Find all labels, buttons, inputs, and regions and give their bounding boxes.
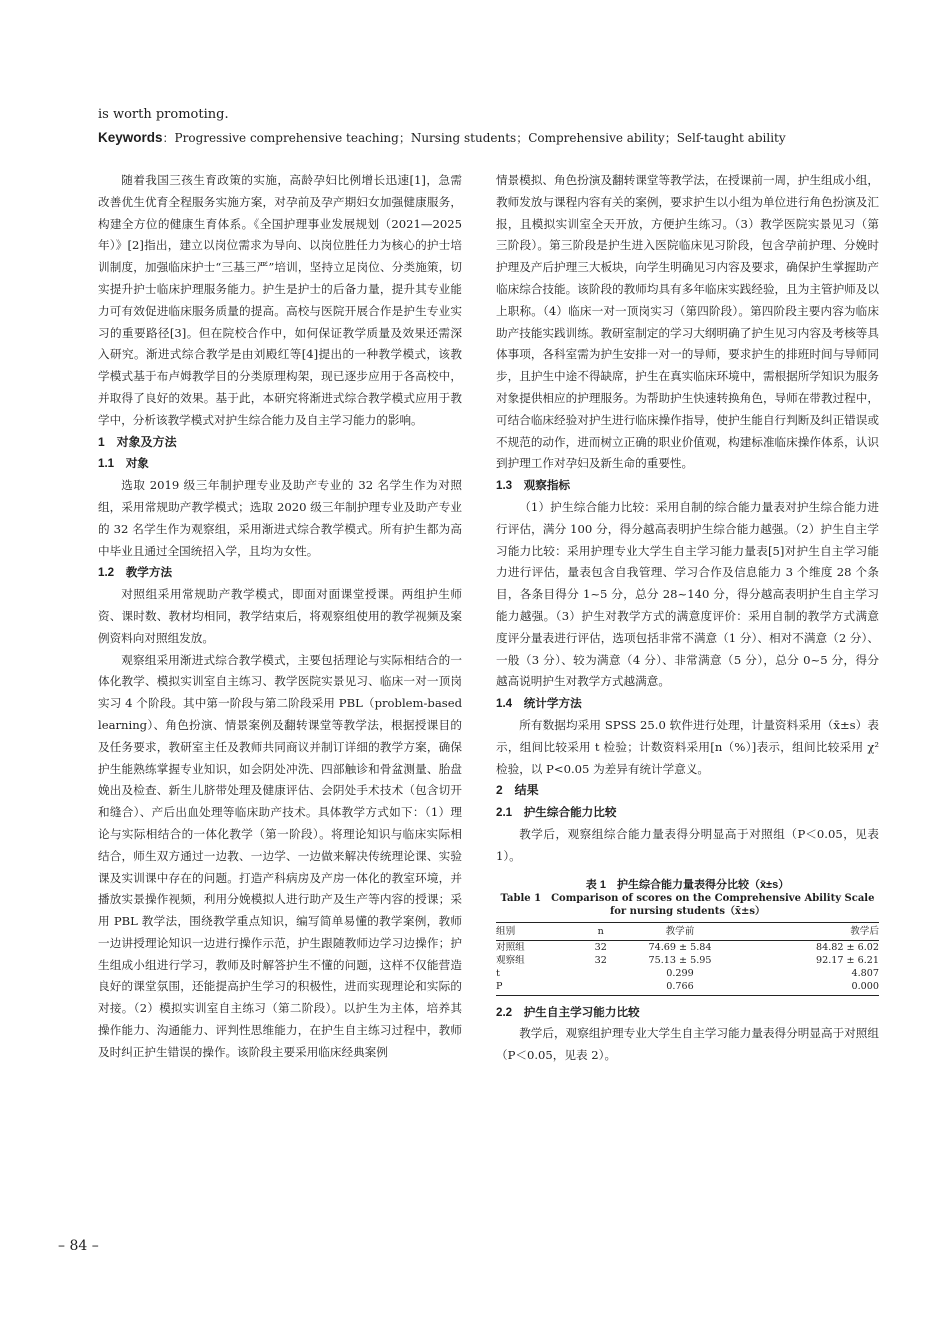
keywords-line	[98, 130, 786, 146]
table-cell: 74.69 ± 5.84	[648, 941, 712, 953]
subsection-heading: 2.2 护生自主学习能力比较	[496, 1005, 640, 1019]
table-caption-en: Table 1 Comparison of scores on the Comprehensive Ability Scale for nursing students（x̄±s）	[500, 892, 875, 917]
table-cell: 75.13 ± 5.95	[648, 954, 712, 966]
table-cell: 0.766	[614, 980, 747, 996]
abstract-tail: is worth promoting.	[98, 107, 229, 122]
subsection-heading: 1.4 统计学方法	[496, 697, 582, 711]
paragraph: （1）护生综合能力比较：采用自制的综合能力量表对护生综合能力进行评估，满分 100 分，得分越高表明护生综合能力越强。（2）护生自主学习能力比较：采用护理专业大学生自主学习能力量表[5]对护生自主学习能力进行评估，量表包含自我管理、学习合作及信息能力 3 个维度 28 个条目，各条目得分 1~5 分，总分 28~140 分，得分越高表明护生自主学习能力越强。（3）护生对教学方式的满意度评价：采用自制的教学方式满意度评分量表进行评估，选项包括非常不满意（1 分）、相对不满意（2 分）、一般（3 分）、较为满意（4 分）、非常满意（5 分），总分 0~5 分，得分越高说明护生对教学方式越满意。	[496, 499, 879, 689]
table-cell: 4.807	[851, 967, 879, 979]
paragraph: 观察组采用渐进式综合教学模式，主要包括理论与实际相结合的一体化教学、模拟实训室自主练习、教学医院实景见习、临床一对一顶岗实习 4 个阶段。其中第一阶段与第二阶段采用 PBL（problem-based learning）、角色扮演、情景案例及翻转课堂等教学法，根据授课目的及任务要求，教研室主任及教师共同商议并制订详细的教学方案，确保护生能熟练掌握专业知识，如会阴处冲洗、四部触诊和骨盆测量、胎盘娩出及检查、新生儿脐带处理及健康评估、会阴处手术技术（包含切开和缝合）、产后出血处理等临床助产技术。具体教学方式如下：（1）理论与实际相结合的一体化教学（第一阶段）。将理论知识与临床实际相结合，师生双方通过一边教、一边学、一边做来解决传统理论课、实验课及实训课中存在的问题。打造产科病房及产房一体化的教室环境，并播放实景操作视频，利用分娩模拟人进行助产及生产等内容的授课；采用 PBL 教学法，围绕教学重点知识，编写简单易懂的教学案例，教师一边讲授理论知识一边进行操作示范，护生跟随教师边学习边操作；护生组成小组进行学习，教师及时解答护生不懂的问题，这样不仅能营造良好的课堂氛围，还能提高护生学习的积极性，进而实现理论和实际的对接。（2）模拟实训室自主练习（第二阶段）。以护生为主体，培养其操作能力、沟通能力、评判性思维能力，在护生自主练习过程中，教师及时纠正护生错误的操作。该阶段主要采用临床经典案例	[98, 652, 462, 1059]
keywords-label: Keywords	[98, 130, 163, 145]
paragraph: 选取 2019 级三年制护理专业及助产专业的 32 名学生作为对照组，采用常规助产教学模式；选取 2020 级三年制护理专业及助产专业的 32 名学生作为观察组，采用渐进式综合教学模式。所有护生都为高中毕业且通过全国统招入学，且均为女性。	[98, 478, 462, 558]
subsection-heading: 2.1 护生综合能力比较	[496, 806, 617, 820]
data-table	[496, 922, 879, 996]
table-1	[496, 878, 879, 996]
table-header: 教学前	[614, 922, 747, 940]
table-cell: 对照组	[496, 941, 525, 953]
table-header-row	[496, 922, 879, 940]
table-cell: 84.82 ± 6.02	[816, 941, 879, 953]
table-row	[496, 980, 879, 996]
table-cell: t	[496, 967, 500, 979]
table-header: 教学后	[746, 922, 879, 940]
paragraph: 教学后，观察组护理专业大学生自主学习能力量表得分明显高于对照组（P＜0.05，见表 2）。	[496, 1026, 879, 1063]
subsection-heading: 1.3 观察指标	[496, 479, 571, 493]
table-row	[496, 940, 879, 954]
right-column	[496, 170, 879, 1067]
paragraph: 对照组采用常规助产教学模式，即面对面课堂授课。两组护生师资、课时数、教材均相同，教学结束后，将观察组使用的教学视频及案例资料向对照组发放。	[98, 587, 462, 645]
table-cell	[588, 980, 614, 996]
table-row	[496, 967, 879, 980]
table-cell: P	[496, 980, 588, 996]
subsection-heading: 1.1 对象	[98, 457, 149, 471]
paragraph-continued: 情景模拟、角色扮演及翻转课堂等教学法，在授课前一周，护生组成小组，教师发放与课程内容有关的案例，要求护生以小组为单位进行角色扮演及汇报，且模拟实训室全天开放，方便护生练习。（3）教学医院实景见习（第三阶段）。第三阶段是护生进入医院临床见习阶段，包含孕前护理、分娩时护理及产后护理三大板块，向学生明确见习内容及要求，确保护生掌握助产临床综合技能。该阶段的教师均具有多年临床实践经验，且为主管护师及以上职称。（4）临床一对一顶岗实习（第四阶段）。第四阶段主要内容为临床助产技能实践训练。教研室制定的学习大纲明确了护生见习内容及考核等具体事项，各科室需为护生安排一对一的导师，要求护生的排班时间与导师同步，且护生中途不得缺席，护生在真实临床环境中，需根据所学知识为服务对象提供相应的护理服务。为帮助护生快速转换角色，导师在带教过程中，可结合临床经验对护生进行临床操作指导，使护生能自行判断及纠正错误或不规范的动作，进而树立正确的职业价值观，构建标准临床操作体系，认识到护理工作对孕妇及新生命的重要性。	[496, 173, 879, 471]
section-heading: 1 对象及方法	[98, 434, 177, 449]
page-number: – 84 –	[58, 1238, 99, 1254]
table-cell: 32	[594, 954, 607, 966]
paragraph: 教学后，观察组综合能力量表得分明显高于对照组（P＜0.05，见表 1）。	[496, 826, 879, 863]
table-caption-cn: 表 1 护生综合能力量表得分比较（x̄±s）	[585, 878, 790, 891]
table-header: 组别	[496, 922, 588, 940]
section-heading: 2 结果	[496, 783, 539, 798]
table-row	[496, 954, 879, 967]
subsection-heading: 1.2 教学方法	[98, 566, 173, 580]
table-cell: 92.17 ± 6.21	[816, 954, 879, 966]
intro-paragraph: 随着我国三孩生育政策的实施，高龄孕妇比例增长迅速[1]，急需改善优生优育全程服务实施方案，对孕前及孕产期妇女加强健康服务，构建全方位的健康生育体系。《全国护理事业发展规划（2021—2025 年）》[2]指出，建立以岗位需求为导向、以岗位胜任力为核心的护士培训制度，加强临床护士“三基三严”培训，坚持立足岗位、分类施策，切实提升护士临床护理服务能力。护生是护士的后备力量，提升其专业能力可有效促进临床服务质量的提高。高校与医院开展合作是护生专业实习的重要路径[3]。但在院校合作中，如何保证教学质量及效果还需深入研究。渐进式综合教学是由刘殿红等[4]提出的一种教学模式，该教学模式基于布卢姆教学目的分类原理构架，现已逐步应用于各高校中，并取得了良好的效果。基于此，本研究将渐进式综合教学模式应用于教学中，分析该教学模式对护生综合能力及自主学习能力的影响。	[98, 173, 462, 427]
table-header: n	[588, 922, 614, 940]
table-cell: 0.000	[746, 980, 879, 996]
table-cell: 32	[594, 941, 607, 953]
keywords-text: Progressive comprehensive teaching；Nursing students；Comprehensive ability；Self-taught ability	[174, 131, 786, 145]
keywords-colon: ：	[162, 131, 175, 145]
left-column	[98, 170, 462, 1064]
paragraph: 所有数据均采用 SPSS 25.0 软件进行处理，计量资料采用（x̄±s）表示，组间比较采用 t 检验；计数资料采用[n（%）]表示，组间比较采用 χ² 检验，以 P<0.05 为差异有统计学意义。	[496, 717, 879, 776]
table-cell	[588, 967, 614, 980]
table-cell: 观察组	[496, 954, 525, 966]
table-cell: 0.299	[666, 967, 694, 979]
